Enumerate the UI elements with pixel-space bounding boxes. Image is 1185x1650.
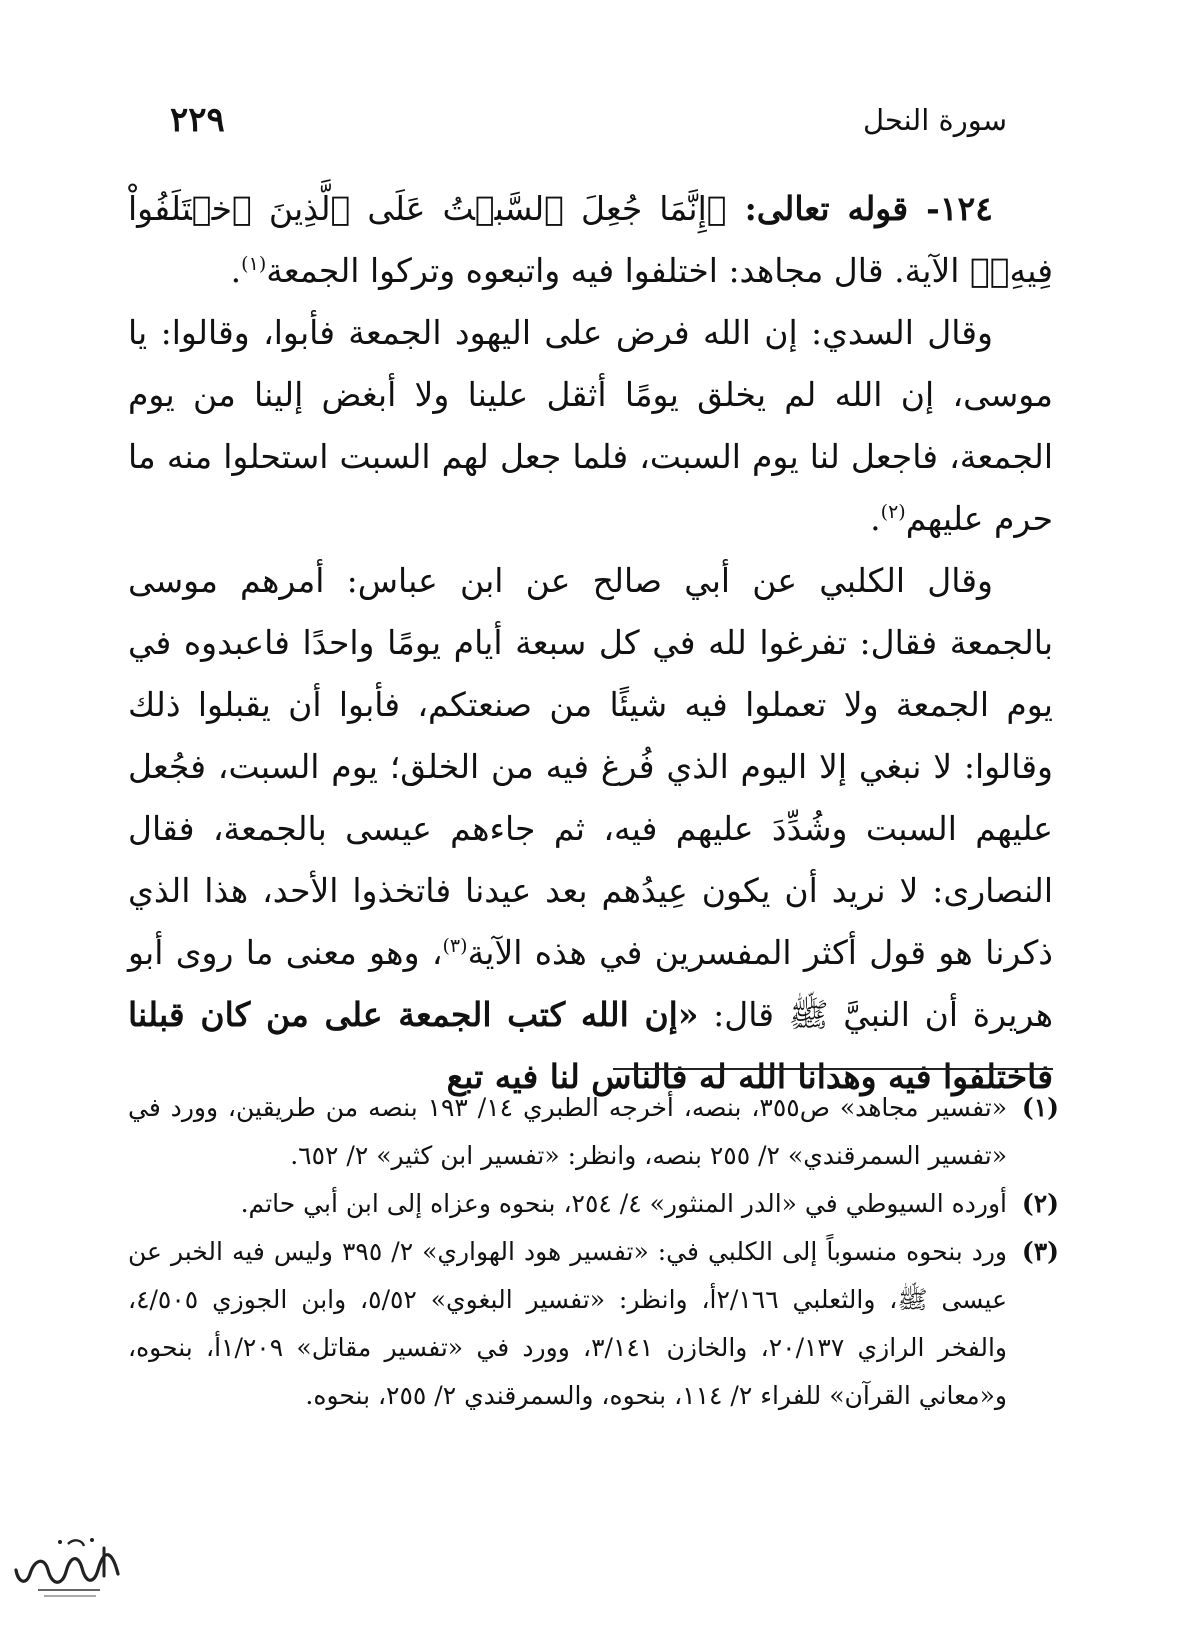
footnote-2 <box>128 1180 1059 1228</box>
footnote-text: ورد بنحوه منسوباً إلى الكلبي في: «تفسير هود الهواري» ٢/ ٣٩٥ وليس فيه الخبر عن عيسى ﷺ، والثعلبي ٢/١٦٦أ، وانظر: «تفسير البغوي» ٥/٥٢، وابن الجوزي ٤/٥٠٥، والفخر الرازي ٢٠/١٣٧، والخازن ٣/١٤١، وورد في «تفسير مقاتل» ١/٢٠٩أ، بنحوه، و«معاني القرآن» للفراء ٢/ ١١٤، بنحوه، والسمرقندي ٢/ ٢٥٥، بنحوه. <box>128 1237 1007 1410</box>
footnote-ref-1[interactable]: (١) <box>241 253 267 275</box>
quran-verse: ﴿إِنَّمَا جُعِلَ ٱلسَّبۡتُ عَلَى ٱلَّذِينَ ٱخۡتَلَفُواْ فِيهِۚ﴾ <box>128 189 1053 290</box>
footnote-ref-2[interactable]: (٢) <box>880 501 906 523</box>
footnote-marker: (١) <box>1021 1093 1059 1122</box>
page-number: ٢٢٩ <box>170 100 225 140</box>
footnotes <box>128 1084 1059 1420</box>
paragraph-3-text: وقال الكلبي عن أبي صالح عن ابن عباس: أمرهم موسى بالجمعة فقال: تفرغوا لله في كل سبعة أيام يومًا واحدًا فاعبدوه في يوم الجمعة ولا تعملوا فيه شيئًا من صنعتكم، فأبوا أن يقبلوا ذلك وقالوا: لا نبغي إلا اليوم الذي فُرغ فيه من الخلق؛ يوم السبت، فجُعل عليهم السبت وشُدِّدَ عليهم فيه، ثم جاءهم عيسى بالجمعة، فقال النصارى: لا نريد أن يكون عِيدُهم بعد عيدنا فاتخذوا الأحد، هذا الذي ذكرنا هو قول أكثر المفسرين في هذه الآية <box>128 561 1053 972</box>
footnote-text: أورده السيوطي في «الدر المنثور» ٤/ ٢٥٤، بنحوه وعزاه إلى ابن أبي حاتم. <box>240 1189 1007 1218</box>
surah-title: سورة النحل <box>862 103 1007 137</box>
verse-intro: ١٢٤- قوله تعالى: <box>726 189 993 228</box>
footnote-text: «تفسير مجاهد» ص٣٥٥، بنصه، أخرجه الطبري ١٤/ ١٩٣ بنصه من طريقين، وورد في «تفسير السمرقندي» ٢/ ٢٥٥ بنصه، وانظر: «تفسير ابن كثير» ٢/ ٦٥٢. <box>128 1093 1008 1170</box>
footnote-1 <box>128 1084 1059 1180</box>
footnote-3 <box>128 1228 1059 1420</box>
publisher-stamp-logo <box>8 1530 130 1602</box>
footnote-marker: (٢) <box>1021 1189 1059 1218</box>
paragraph-1-text: الآية. قال مجاهد: اختلفوا فيه واتبعوه وتركوا الجمعة <box>266 251 970 290</box>
hadith-quote: «إن الله كتب الجمعة على من كان قبلنا فاختلفوا فيه وهدانا الله له فالناس لنا فيه تبع <box>128 995 1053 1096</box>
footnote-ref-3[interactable]: (٣) <box>442 935 468 957</box>
paragraph-2 <box>128 302 1053 550</box>
paragraph-3-text-2: ، وهو معنى ما روى أبو هريرة أن النبيَّ ﷺ قال: <box>128 933 1053 1034</box>
paragraph-2-end: . <box>870 499 881 538</box>
paragraph-2-text: وقال السدي: إن الله فرض على اليهود الجمعة فأبوا، وقالوا: يا موسى، إن الله لم يخلق يومًا أثقل علينا ولا أبغض إلينا من يوم الجمعة، فاجعل لنا يوم السبت، فلما جعل لهم السبت استحلوا منه ما حرم عليهم <box>128 313 1053 538</box>
paragraph-1-end: . <box>230 251 242 290</box>
paragraph-3 <box>128 550 1053 1108</box>
footnote-marker: (٣) <box>1021 1237 1059 1266</box>
page-header <box>170 92 1007 148</box>
paragraph-1 <box>128 178 1053 302</box>
footnote-separator <box>613 1068 1053 1070</box>
main-text <box>128 178 1053 1108</box>
